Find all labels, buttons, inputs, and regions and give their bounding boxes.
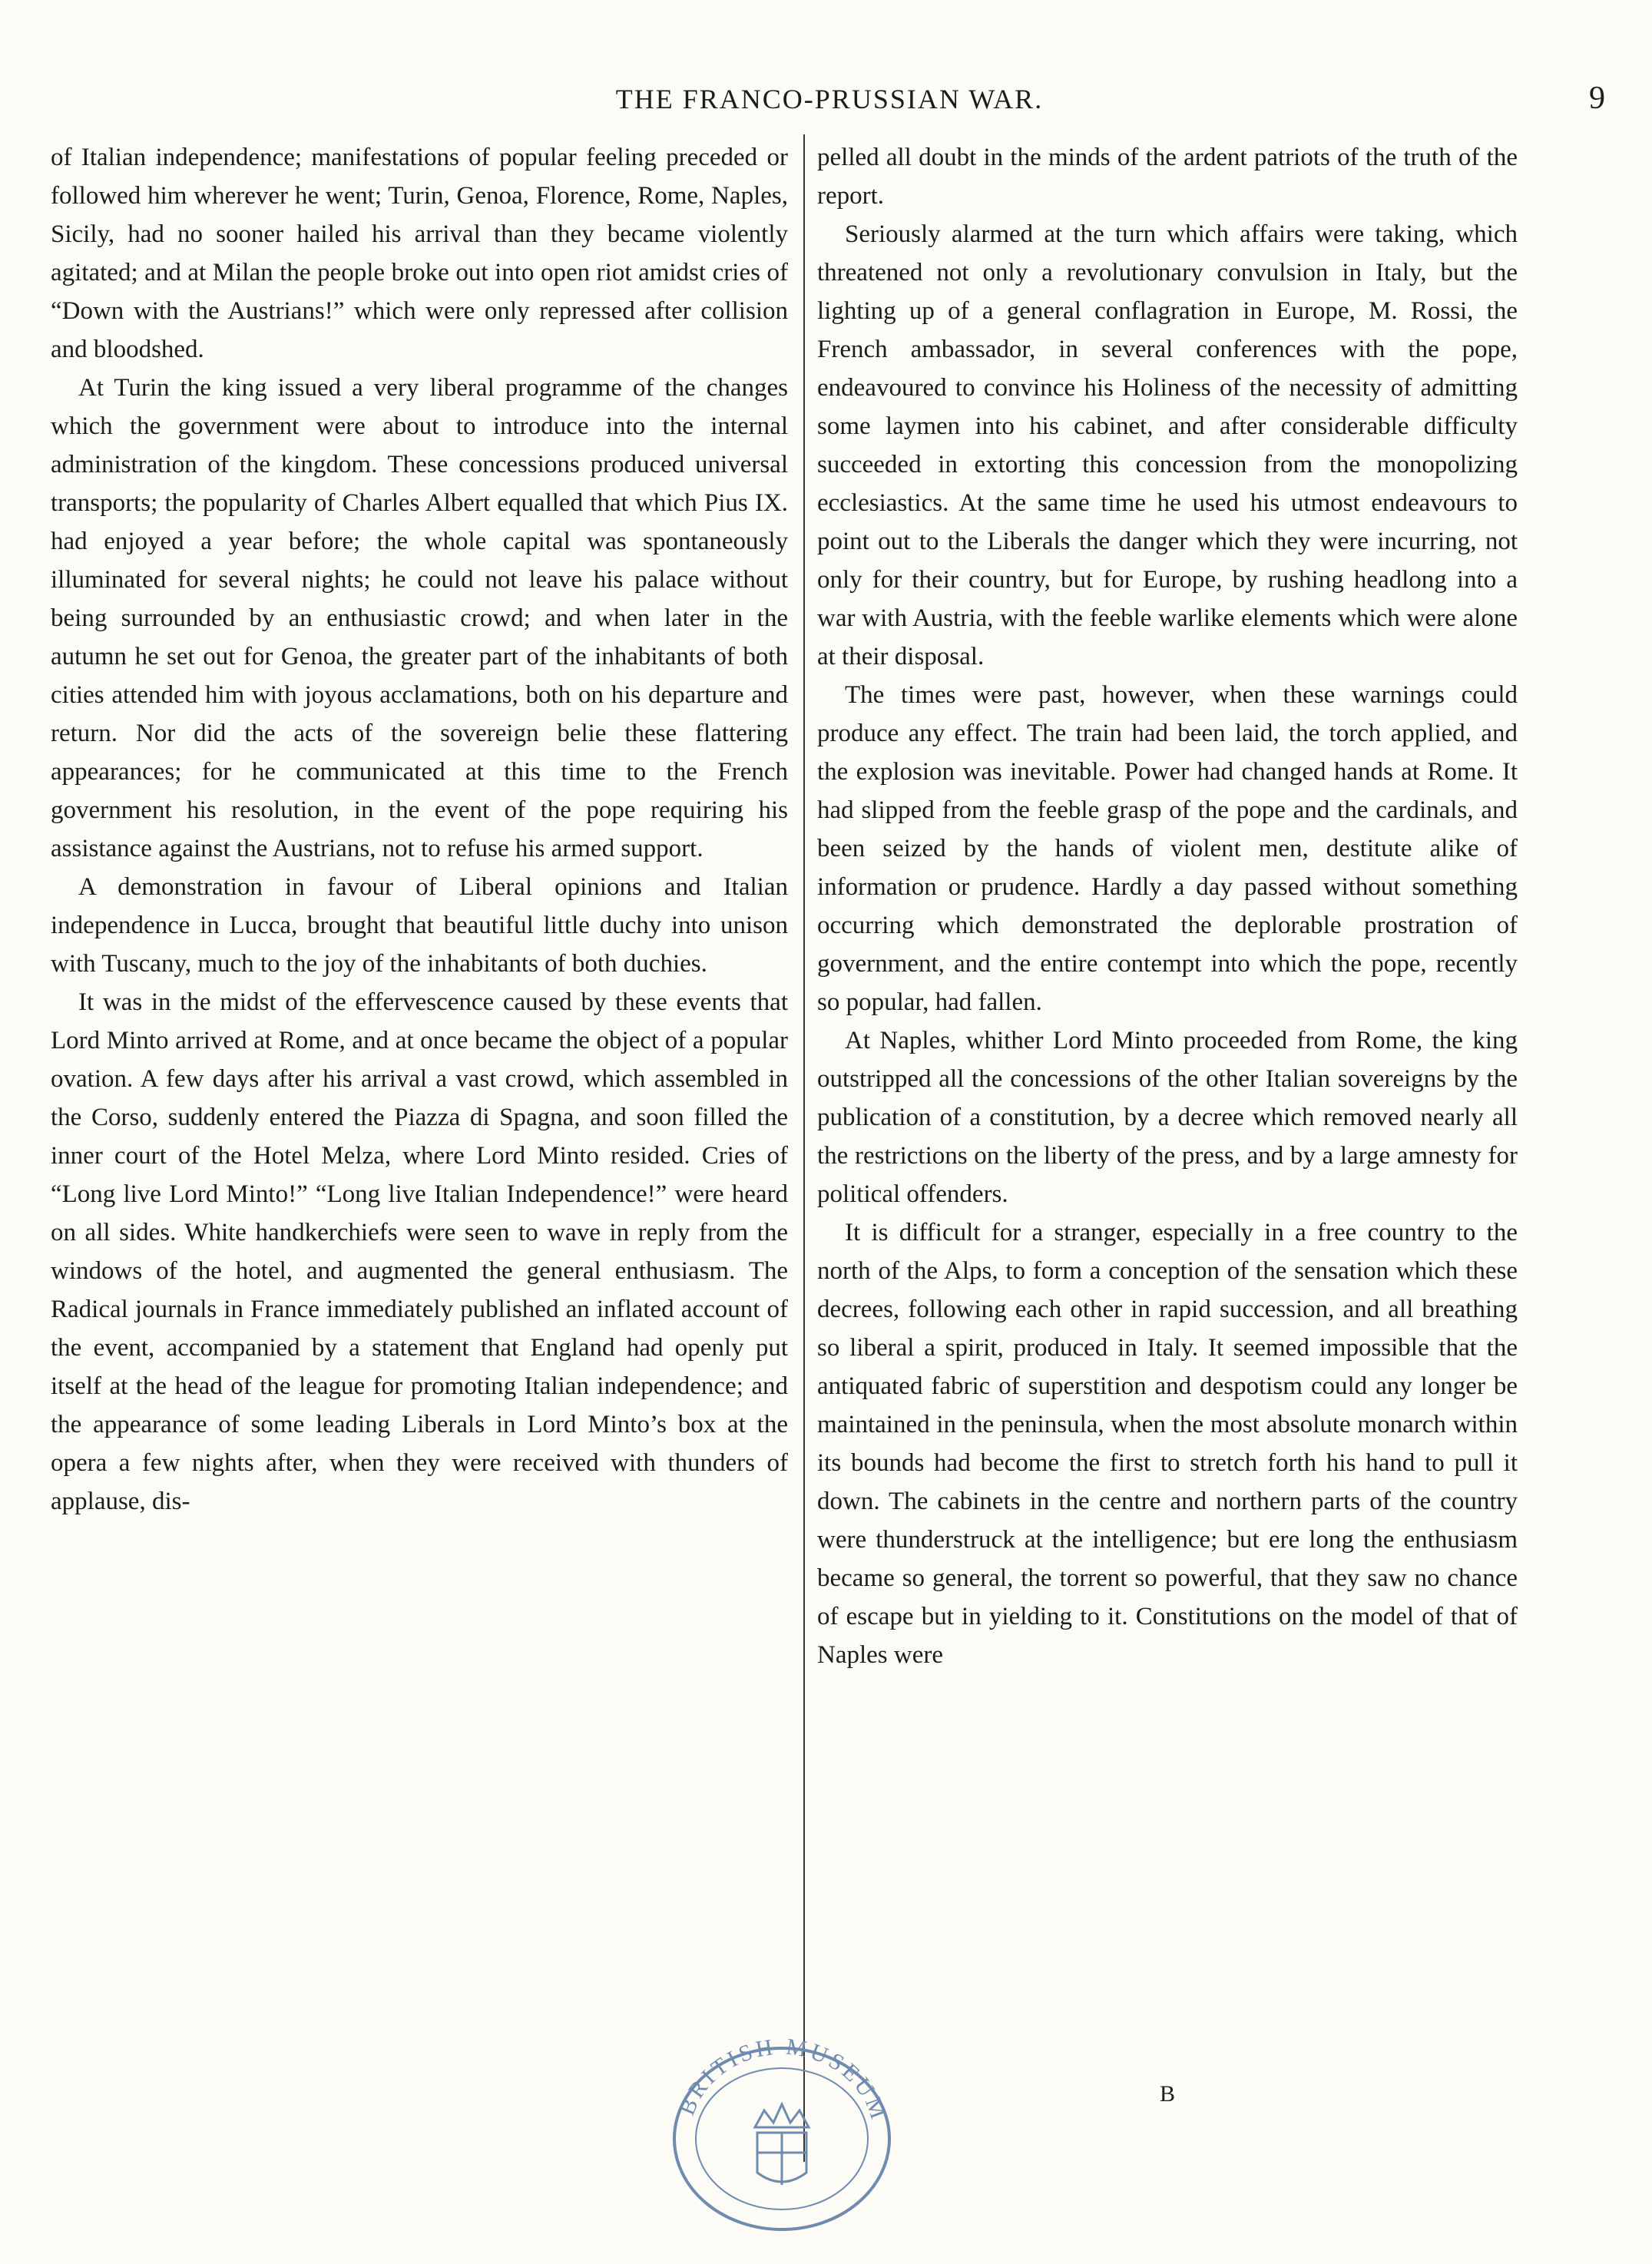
paragraph: Seriously alarmed at the turn which affairs were taking, which threatened not only a revolutionary convulsion in Italy, but the lighting up of a general conflagration in Europe, M. Rossi, the French ambassador, in several conferences with the pope, endeavoured to convince his Holiness of the necessity of admitting some laymen into his cabinet, and after considerable difficulty succeeded in extorting this concession from the monopolizing ecclesiastics. At the same time he used his utmost endeavours to point out to the Liberals the danger which they were incurring, not only for their country, but for Europe, by rushing headlong into a war with Austria, with the feeble warlike elements which were alone at their disposal.: [817, 220, 1518, 670]
stamp-text: BRITISH MUSEUM: [674, 2034, 892, 2125]
running-header: [46, 74, 1613, 120]
paragraph: of Italian independence; manifestations of popular feeling preceded or followed him wherever he went; Turin, Genoa, Florence, Rome, Naples, Sicily, had no sooner hailed his arrival than they became violently agitated; and at Milan the people broke out into open riot amidst cries of “Down with the Austrians!” which were only repressed after collision and bloodshed.: [51, 144, 788, 363]
paragraph: It was in the midst of the effervescence caused by these events that Lord Minto arrived at Rome, and at once became the object of a popular ovation. A few days after his arrival a vast crowd, which assembled in the Corso, suddenly entered the Piazza di Spagna, and soon filled the inner court of the Hotel Melza, where Lord Minto resided. Cries of “Long live Lord Minto!” “Long live Italian Independence!” were heard on all sides. White handkerchiefs were seen to wave in reply from the windows of the hotel, and augmented the general enthusiasm. The Radical journals in France immediately published an inflated account of the event, accompanied by a statement that England had openly put itself at the head of the league for promoting Italian independence; and the appearance of some leading Liberals in Lord Minto’s box at the opera a few nights after, when they were received with thunders of applause, dis-: [51, 988, 788, 1515]
crown-crest-icon: [755, 2104, 809, 2185]
signature-mark: B: [1160, 2081, 1176, 2107]
paragraph: At Naples, whither Lord Minto proceeded from Rome, the king outstripped all the concessions of the other Italian sovereigns by the publication of a constitution, by a decree which removed nearly all the restrictions on the liberty of the press, and by a large amnesty for political offenders.: [817, 1027, 1518, 1208]
column-divider: [803, 134, 805, 2162]
running-title: THE FRANCO-PRUSSIAN WAR.: [615, 84, 1044, 114]
paragraph: pelled all doubt in the minds of the ardent patriots of the truth of the report.: [817, 144, 1518, 210]
left-column: [51, 138, 788, 1521]
right-column: [817, 138, 1518, 1674]
paragraph: A demonstration in favour of Liberal opinions and Italian independence in Lucca, brought that beautiful little duchy into unison with Tuscany, much to the joy of the inhabitants of both duchies.: [51, 873, 788, 978]
library-stamp: [659, 2031, 905, 2235]
paragraph: The times were past, however, when these warnings could produce any effect. The train had been laid, the torch applied, and the explosion was inevitable. Power had changed hands at Rome. It had slipped from the feeble grasp of the pope and the cardinals, and been seized by the hands of violent men, destitute alike of information or prudence. Hardly a day passed without something occurring which demonstrated the deplorable prostration of government, and the entire contempt into which the pope, recently so popular, had fallen.: [817, 681, 1518, 1016]
page-number: 9: [1589, 81, 1605, 116]
paragraph: It is difficult for a stranger, especially in a free country to the north of the Alps, to form a conception of the sensation which these decrees, following each other in rapid succession, and all breathing so liberal a spirit, produced in Italy. It seemed impossible that the antiquated fabric of superstition and despotism could any longer be maintained in the peninsula, when the most absolute monarch within its bounds had become the first to stretch forth his hand to pull it down. The cabinets in the centre and northern parts of the country were thunderstruck at the intelligence; but ere long the enthusiasm became so general, the torrent so powerful, that they saw no chance of escape but in yielding to it. Constitutions on the model of that of Naples were: [817, 1219, 1518, 1669]
paragraph: At Turin the king issued a very liberal programme of the changes which the government were about to introduce into the internal administration of the kingdom. These concessions produced universal transports; the popularity of Charles Albert equalled that which Pius IX. had enjoyed a year before; the whole capital was spontaneously illuminated for several nights; he could not leave his palace without being surrounded by an enthusiastic crowd; and when later in the autumn he set out for Genoa, the greater part of the inhabitants of both cities attended him with joyous acclamations, both on his departure and return. Nor did the acts of the sovereign belie these flattering appearances; for he communicated at this time to the French government his resolution, in the event of the pope requiring his assistance against the Austrians, not to refuse his armed support.: [51, 374, 788, 862]
